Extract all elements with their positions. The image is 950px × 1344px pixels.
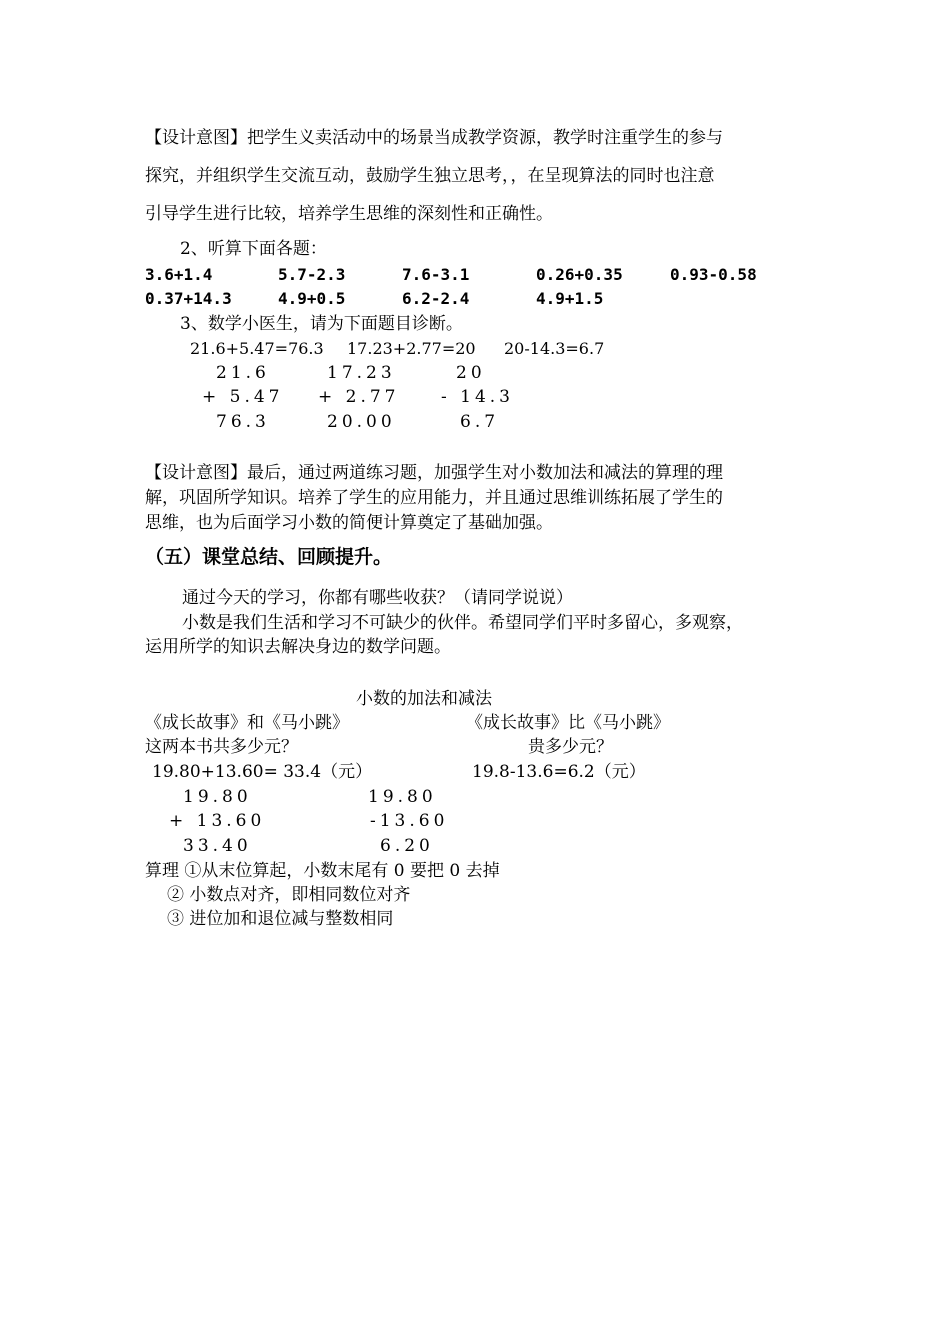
design-intent-2-line-3: 思维，也为后面学习小数的简便计算奠定了基础加强。 [145,513,553,533]
board-rule-3: ③ 进位加和退位减与整数相同 [167,909,394,929]
exercise-2-item: 6.2-2.4 [402,289,470,308]
exercise-3-equation: 21.6+5.47=76.3 [190,339,324,358]
section-5-paragraph-1: 通过今天的学习，你都有哪些收获？（请同学说说） [182,588,573,608]
exercise-2-item: 4.9+1.5 [536,289,604,308]
board-left-vertical: 33.40 [183,836,252,856]
board-right-vertical: 6.20 [380,836,434,856]
board-right-equation: 19.8-13.6=6.2（元） [472,762,646,782]
board-right-vertical: -13.60 [370,811,449,831]
vertical-calc-cell: + 2.77 [318,387,400,407]
board-left-question-line-1: 《成长故事》和《马小跳》 [145,713,349,733]
section-5-paragraph-2-cont: 运用所学的知识去解决身边的数学问题。 [145,637,451,657]
section-5-paragraph-2: 小数是我们生活和学习不可缺少的伙伴。希望同学们平时多留心，多观察， [182,613,743,633]
design-intent-1-line-2: 探究，并组织学生交流互动，鼓励学生独立思考，，在呈现算法的同时也注意 [145,166,715,186]
exercise-3-equation: 20-14.3=6.7 [504,339,605,358]
vertical-calc-cell: + 5.47 [202,387,284,407]
vertical-calc-cell: 6.7 [460,412,500,432]
exercise-2-item: 5.7-2.3 [278,265,346,284]
exercise-2-item: 0.37+14.3 [145,289,232,308]
board-left-vertical: + 13.60 [169,811,266,831]
board-rule-1: 算理 ①从末位算起，小数末尾有 0 要把 0 去掉 [145,861,500,881]
board-right-question-line-2: 贵多少元？ [528,737,613,757]
vertical-calc-cell: 76.3 [216,412,270,432]
board-left-vertical: 19.80 [183,787,252,807]
board-left-equation: 19.80+13.60= 33.4（元） [152,762,373,782]
exercise-2-item: 7.6-3.1 [402,265,470,284]
vertical-calc-cell: - 14.3 [441,387,514,407]
exercise-2-item: 4.9+0.5 [278,289,346,308]
exercise-3-title: 3、数学小医生，请为下面题目诊断。 [180,314,463,334]
vertical-calc-cell: 20 [456,363,486,383]
design-intent-2-line-2: 解，巩固所学知识。培养了学生的应用能力，并且通过思维训练拓展了学生的 [145,488,723,508]
vertical-calc-cell: 20.00 [327,412,396,432]
design-intent-1-line-3: 引导学生进行比较，培养学生思维的深刻性和正确性。 [145,204,553,224]
board-left-question-line-2: 这两本书共多少元？ [145,737,298,757]
design-intent-1-line-1: 【设计意图】把学生义卖活动中的场景当成教学资源，教学时注重学生的参与 [145,128,723,148]
board-rule-2: ② 小数点对齐，即相同数位对齐 [167,885,411,905]
exercise-2-item: 3.6+1.4 [145,265,213,284]
exercise-3-equation: 17.23+2.77=20 [347,339,476,358]
section-5-heading: （五）课堂总结、回顾提升。 [145,546,393,568]
vertical-calc-cell: 21.6 [216,363,270,383]
board-right-vertical: 19.80 [368,787,437,807]
board-title: 小数的加法和减法 [356,689,492,709]
board-right-question-line-1: 《成长故事》比《马小跳》 [466,713,670,733]
vertical-calc-cell: 17.23 [327,363,396,383]
exercise-2-item: 0.26+0.35 [536,265,623,284]
design-intent-2-line-1: 【设计意图】最后，通过两道练习题，加强学生对小数加法和减法的算理的理 [145,463,723,483]
exercise-2-item: 0.93-0.58 [670,265,757,284]
exercise-2-title: 2、听算下面各题： [180,239,327,259]
